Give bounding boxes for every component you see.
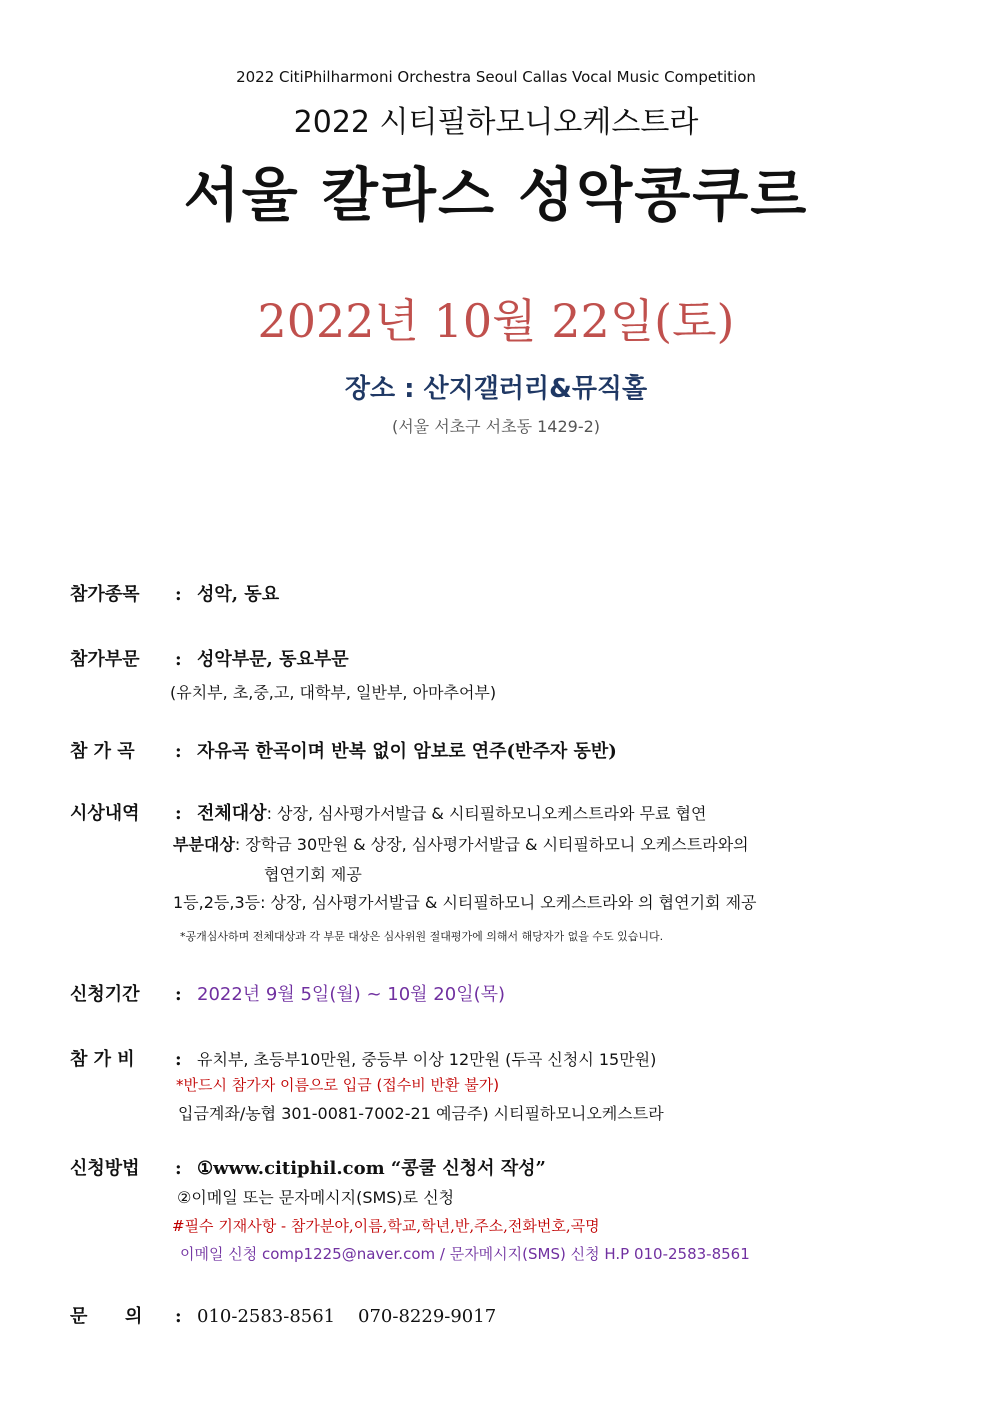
method-1: ①www.citiphil.com “콩쿨 신청서 작성”: [197, 1158, 546, 1179]
method-contact: 이메일 신청 comp1225@naver.com / 문자메시지(SMS) 신청 H.P 010-2583-8561: [180, 1245, 750, 1263]
venue-address: (서울 서초구 서초동 1429-2): [391, 417, 601, 436]
fee-label: 참 가 비: [70, 1049, 135, 1070]
fee-value: 유치부, 초등부10만원, 중등부 이상 12만원 (두곡 신청시 15만원): [197, 1050, 657, 1069]
inquiry-label: 문 의: [70, 1306, 143, 1327]
awards-row: 시상내역 : 전체대상: 상장, 심사평가서발급 & 시티필하모니오케스트라와 무료 협연: [70, 799, 706, 825]
venue: 장소 : 산지갤러리&뮤직홀: [344, 374, 648, 404]
award-rank: 1등,2등,3등: 상장, 심사평가서발급 & 시티필하모니 오케스트라와 의 협연기회 제공: [173, 893, 757, 912]
award-div-value2: 협연기회 제공: [264, 865, 362, 884]
method-row: 신청방법 : ①www.citiphil.com “콩쿨 신청서 작성”: [70, 1154, 546, 1180]
award-grand-value: : 상장, 심사평가서발급 & 시티필하모니오케스트라와 무료 협연: [266, 804, 707, 823]
award-div-row: [173, 832, 749, 855]
awards-label: 시상내역: [70, 803, 140, 824]
fee-note: *반드시 참가자 이름으로 입금 (접수비 반환 불가): [176, 1076, 500, 1094]
piece-row: 참 가 곡 : 자유곡 한곡이며 반복 없이 암보로 연주(반주자 동반): [70, 737, 617, 763]
method-2: ②이메일 또는 문자메시지(SMS)로 신청: [177, 1188, 455, 1207]
award-note: *공개심사하며 전체대상과 각 부문 대상은 심사위원 절대평가에 의해서 해당자가 없을 수도 있습니다.: [180, 930, 664, 943]
event-date: 2022년 10월 22일(토): [257, 294, 735, 348]
category-row: 참가종목 : 성악, 동요: [70, 580, 279, 606]
fee-account: 입금계좌/농협 301-0081-7002-21 예금주) 시티필하모니오케스트라: [178, 1104, 664, 1123]
award-grand-label: 전체대상: [197, 803, 267, 824]
period-label: 신청기간: [70, 984, 140, 1005]
division-value: 성악부문, 동요부문: [197, 649, 349, 670]
award-div-label: 부분대상: [173, 835, 235, 854]
inquiry-value: 010-2583-8561 070-8229-9017: [197, 1306, 497, 1327]
period-row: 신청기간 : 2022년 9월 5일(월) ~ 10월 20일(목): [70, 980, 505, 1006]
main-title: 서울 칼라스 성악콩쿠르: [183, 161, 809, 229]
period-value: 2022년 9월 5일(월) ~ 10월 20일(목): [197, 984, 506, 1005]
category-label: 참가종목: [70, 584, 140, 605]
method-required: #필수 기재사항 - 참가분야,이름,학교,학년,반,주소,전화번호,곡명: [172, 1217, 600, 1235]
award-div-value: : 장학금 30만원 & 상장, 심사평가서발급 & 시티필하모니 오케스트라와의: [234, 835, 749, 854]
method-label: 신청방법: [70, 1158, 140, 1179]
piece-label: 참 가 곡: [70, 741, 135, 762]
division-label: 참가부문: [70, 649, 140, 670]
category-value: 성악, 동요: [197, 584, 280, 605]
division-row: 참가부문 : 성악부문, 동요부문: [70, 645, 349, 671]
korean-org-title: 2022 시티필하모니오케스트라: [293, 105, 699, 140]
fee-row: 참 가 비 : 유치부, 초등부10만원, 중등부 이상 12만원 (두곡 신청시 15만원): [70, 1045, 656, 1071]
piece-value: 자유곡 한곡이며 반복 없이 암보로 연주(반주자 동반): [197, 741, 617, 762]
inquiry-row: 문 의 : 010-2583-8561 070-8229-9017: [70, 1302, 496, 1328]
english-title: 2022 CitiPhilharmoni Orchestra Seoul Callas Vocal Music Competition: [236, 68, 756, 86]
division-sub: (유치부, 초,중,고, 대학부, 일반부, 아마추어부): [170, 683, 497, 702]
